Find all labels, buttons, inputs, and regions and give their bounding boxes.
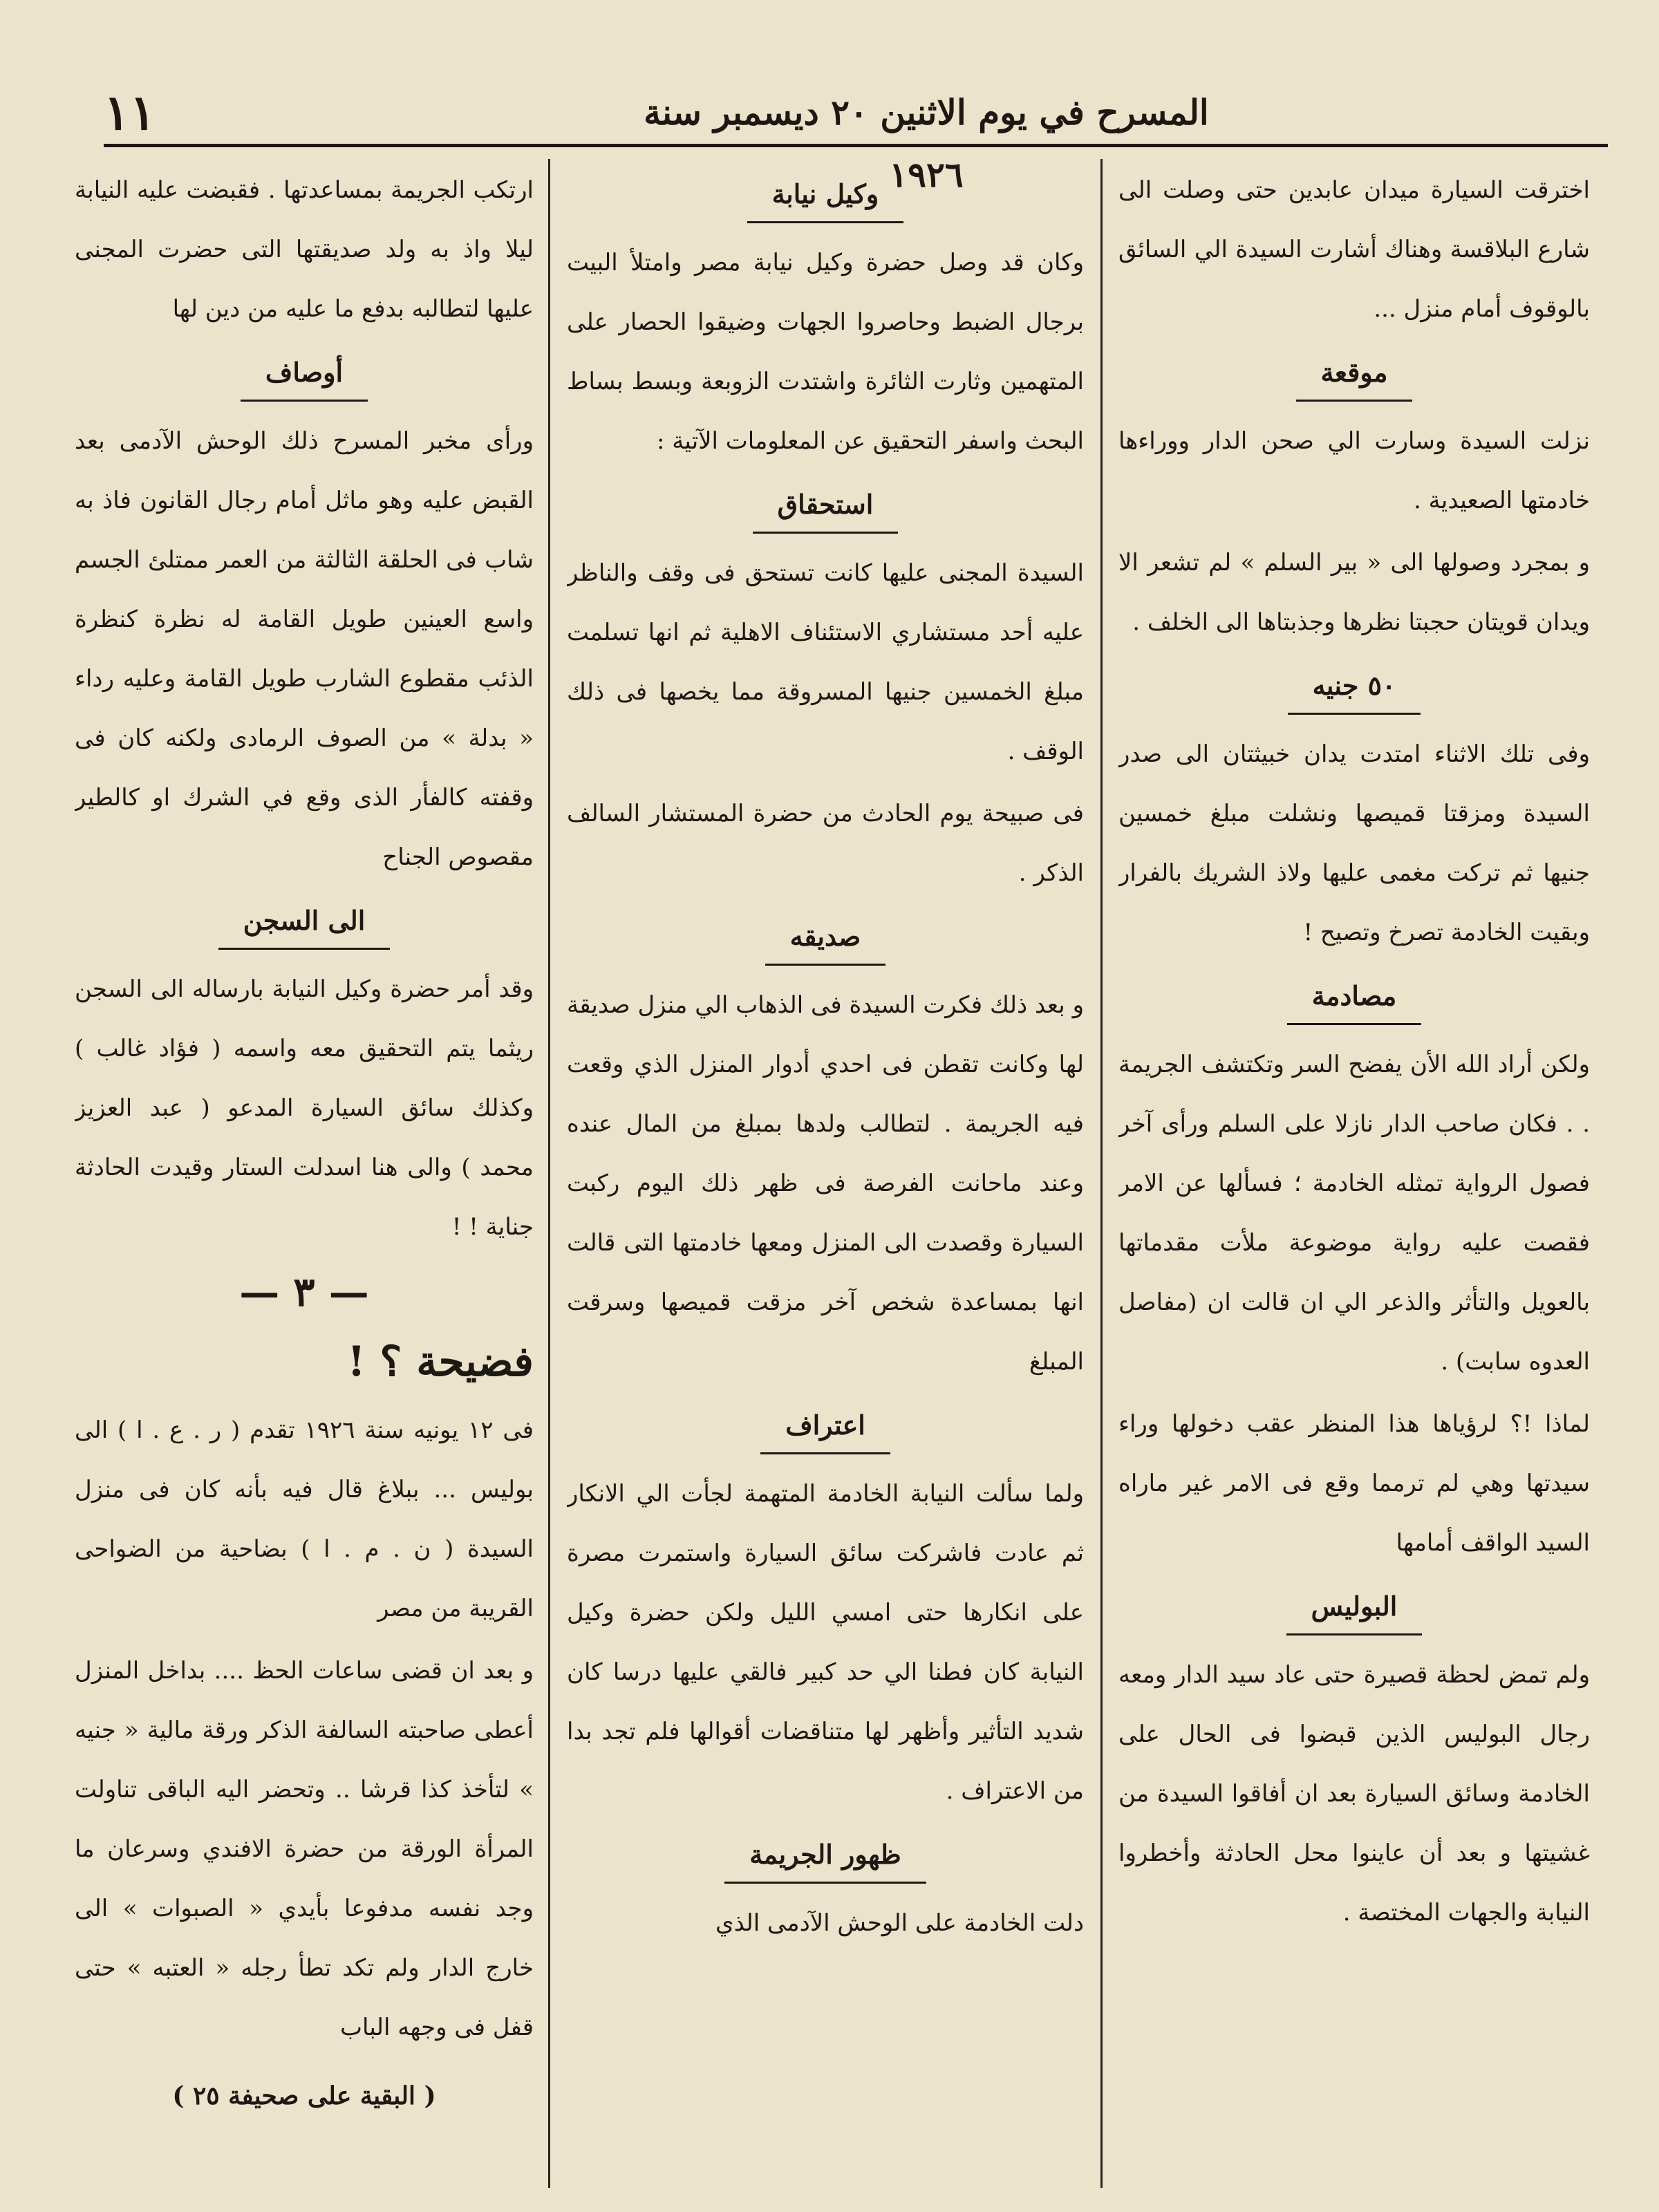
section-heading-text: وكيل نيابة <box>747 170 904 223</box>
column-middle <box>567 160 1084 2186</box>
page-number: ١١ <box>104 84 156 141</box>
paragraph: وكان قد وصل حضرة وكيل نيابة مصر وامتلأ البيت برجال الضبط وحاصروا الجهات وضيقوا الحصار على المتهمين وثارت الثائرة واشتدت الزوبعة وبسط بساط البحث واسفر التحقيق عن المعلومات الآتية : <box>567 249 1084 455</box>
section-heading <box>75 897 534 950</box>
paragraph: فى صبيحة يوم الحادث من حضرة المستشار السالف الذكر . <box>567 800 1084 887</box>
section-heading-text: ٥٠ جنيه <box>1288 662 1421 715</box>
paragraph: ولما سألت النيابة الخادمة المتهمة لجأت الي الانكار ثم عادت فاشركت سائق السيارة واستمرت مصرة على انكارها حتى امسي الليل ولكن حضرة وكيل النيابة كان فطنا الي حد كبير فالقي عليها درسا كان شديد التأثير وأظهر لها متناقضات أقوالها فلم تجد بدا من الاعتراف . <box>567 1480 1084 1805</box>
section-heading <box>1118 348 1590 402</box>
running-head: المسرح في يوم الاثنين ٢٠ ديسمبر سنة ١٩٢٦ <box>644 92 1209 195</box>
header-rule <box>104 144 1608 147</box>
section-heading-text: اعتراف <box>760 1401 890 1454</box>
paragraph: و بمجرد وصولها الى « بير السلم » لم تشعر الا ويدان قويتان حجبتا نظرها وجذبتاها الى الخلف . <box>1118 549 1590 636</box>
paragraph: فى ١٢ يونيه سنة ١٩٢٦ تقدم ( ر . ع . ا ) الى بوليس ... ببلاغ قال فيه بأنه كان فى منزل السيدة ( ن . م . ا ) بضاحية من الضواحى القريبة من مصر <box>75 1416 534 1622</box>
section-heading-text: استحقاق <box>753 480 899 534</box>
paragraph: وقد أمر حضرة وكيل النيابة بارساله الى السجن ريثما يتم التحقيق معه واسمه ( فؤاد غالب ) وكذلك سائق السيارة المدعو ( عبد العزيز محمد ) والى هنا اسدلت الستار وقيدت الحادثة جناية ! ! <box>75 975 534 1241</box>
intro-paragraph: ارتكب الجريمة بمساعدتها . فقبضت عليه النيابة ليلا واذ به ولد صديقتها التى حضرت المجنى عليها لتطالبه بدفع ما عليه من دين لها <box>75 176 534 323</box>
column-rule-right <box>1100 159 1103 2188</box>
paragraph: نزلت السيدة وسارت الي صحن الدار ووراءها خادمتها الصعيدية . <box>1118 427 1590 514</box>
story-headline: فضيحة ؟ ! <box>347 1338 534 1386</box>
paragraph: وفى تلك الاثناء امتدت يدان خبيثتان الى صدر السيدة ومزقتا قميصها ونشلت مبلغ خمسين جنيها ثم تركت مغمى عليها ولاذ الشريك بالفرار وبقيت الخادمة تصرخ وتصيح ! <box>1118 740 1590 946</box>
section-heading <box>567 1830 1084 1884</box>
paragraph: و بعد ذلك فكرت السيدة فى الذهاب الي منزل صديقة لها وكانت تقطن فى احدي أدوار المنزل الذي وقعت فيه الجريمة . لتطالب ولدها بمبلغ من المال عنده وعند ماحانت الفرصة فى ظهر ذلك اليوم ركبت السيارة وقصدت الى المنزل ومعها خادمتها التى قالت انها بمساعدة شخص آخر مزقت قميصها وسرقت المبلغ <box>567 991 1084 1376</box>
section-heading <box>1118 1582 1590 1635</box>
section-heading-text: الى السجن <box>218 897 391 950</box>
section-heading <box>567 1401 1084 1454</box>
section-heading <box>1118 972 1590 1025</box>
section-heading-text: أوصاف <box>241 348 368 402</box>
section-heading-text: موقعة <box>1296 348 1413 402</box>
intro-paragraph: اخترقت السيارة ميدان عابدين حتى وصلت الى شارع البلاقسة وهناك أشارت السيدة الي السائق بالوقوف أمام منزل ... <box>1118 176 1590 323</box>
section-heading-text: صديقه <box>765 912 885 966</box>
section-heading-text: البوليس <box>1286 1582 1423 1635</box>
section-heading <box>1118 662 1590 715</box>
section-heading-text: مصادمة <box>1287 972 1422 1025</box>
paragraph: ولكن أراد الله الأن يفضح السر وتكتشف الجريمة . . فكان صاحب الدار نازلا على السلم ورأى آخر فصول الرواية تمثله الخادمة ؛ فسألها عن الامر فقصت عليه رواية موضوعة ملأت مقدماتها بالعويل والتأثر والذعر الي ان قالت ان (مفاصل العدوه سابت) . <box>1118 1051 1590 1376</box>
paragraph: دلت الخادمة على الوحش الآدمى الذي <box>715 1909 1084 1937</box>
paragraph: ورأى مخبر المسرح ذلك الوحش الآدمى بعد القبض عليه وهو ماثل أمام رجال القانون فاذ به شاب فى الحلقة الثالثة من العمر ممتلئ الجسم واسع العينين طويل القامة له نظرة كنظرة الذئب مقطوع الشارب طويل القامة وعليه رداء « بدلة » من الصوف الرمادى ولكنه كان فى وقفته كالفأر الذى وقع في الشرك او كالطير مقصوص الجناح <box>75 427 534 871</box>
paragraph: ولم تمض لحظة قصيرة حتى عاد سيد الدار ومعه رجال البوليس الذين قبضوا فى الحال على الخادمة وسائق السيارة بعد ان أفاقوا السيدة من غشيتها و بعد أن عاينوا محل الحادثة وأخطروا النيابة والجهات المختصة . <box>1118 1661 1590 1927</box>
column-right <box>1118 160 1590 2186</box>
paragraph: السيدة المجنى عليها كانت تستحق فى وقف والناظر عليه أحد مستشاري الاستئناف الاهلية ثم انها تسلمت مبلغ الخمسين جنيها المسروقة مما يخصها فى ذلك الوقف . <box>567 559 1084 765</box>
column-rule-left <box>548 159 550 2188</box>
paragraph: و بعد ان قضى ساعات الحظ .... بداخل المنزل أعطى صاحبته السالفة الذكر ورقة مالية « جنيه » لتأخذ كذا قرشا .. وتحضر اليه الباقى تناولت المرأة الورقة من حضرة الافندي وسرعان ما وجد نفسه مدفوعا بأيدي « الصبوات » الى خارج الدار ولم تكد تطأ رجله « العتبه » حتى قفل فى وجهه الباب <box>75 1657 534 2041</box>
continued-note: ( البقية على صحيفة ٢٥ ) <box>172 2081 436 2110</box>
section-heading <box>567 170 1084 223</box>
paragraph: لماذا !؟ لرؤياها هذا المنظر عقب دخولها وراء سيدتها وهي لم ترمما وقع فى الامر غير ماراه السيد الواقف أمامها <box>1118 1410 1590 1557</box>
section-number: — ٣ — <box>239 1268 369 1315</box>
section-heading-text: ظهور الجريمة <box>724 1830 926 1884</box>
section-heading <box>75 348 534 402</box>
section-heading <box>567 480 1084 534</box>
column-left <box>75 160 534 2186</box>
section-heading <box>567 912 1084 966</box>
